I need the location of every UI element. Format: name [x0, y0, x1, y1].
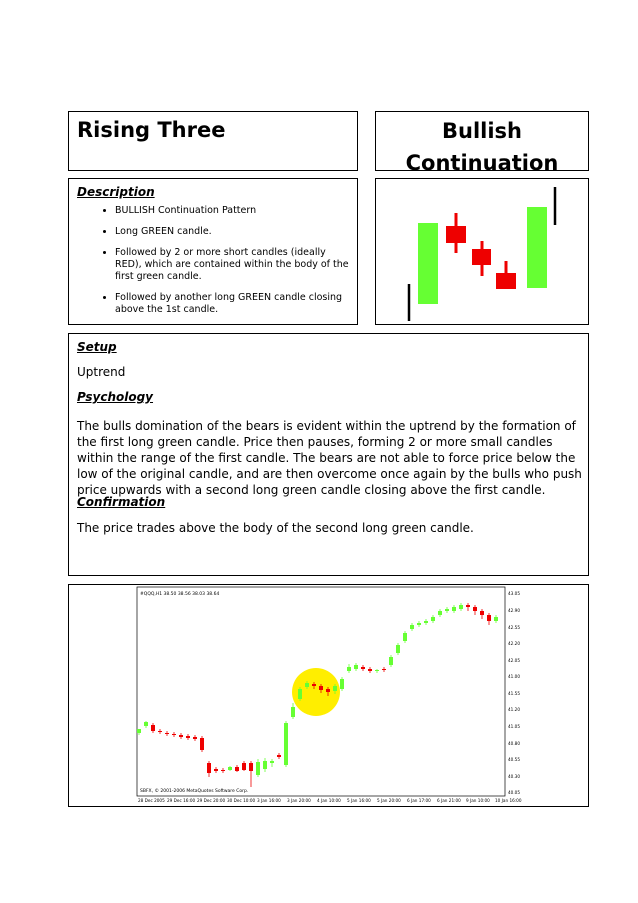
- chart-candle: [382, 669, 386, 670]
- chart-candle: [277, 755, 281, 757]
- x-label: 28 Dec 2005: [138, 798, 165, 803]
- chart-candle: [368, 669, 372, 671]
- chart-candle: [319, 686, 323, 690]
- pattern-title: Rising Three: [77, 118, 226, 142]
- first-green-candle: [418, 223, 438, 304]
- chart-candle: [403, 633, 407, 641]
- chart-candle: [291, 707, 295, 717]
- chart-candle: [165, 733, 169, 734]
- chart-candle: [445, 609, 449, 611]
- chart-candle: [158, 731, 162, 732]
- red-candle-1: [446, 226, 466, 243]
- chart-candle: [340, 679, 344, 689]
- red-candle-3: [496, 273, 516, 289]
- chart-candle: [347, 667, 351, 671]
- y-label: 41.00: [508, 674, 520, 679]
- description-heading: Description: [77, 185, 155, 199]
- chart-candle: [389, 657, 393, 665]
- x-label: 6 Jan 17:00: [407, 798, 431, 803]
- chart-candle: [326, 689, 330, 692]
- chart-copyright: SBFX, © 2001-2006 MetaQuotes Software Corp.: [140, 789, 249, 794]
- chart-candle: [200, 738, 204, 750]
- pattern-illustration: [376, 179, 588, 324]
- chart-candle: [151, 725, 155, 731]
- description-item: • BULLISH Continuation Pattern: [115, 205, 355, 217]
- red-candle-2: [472, 249, 491, 265]
- x-label: 5 Jan 16:00: [347, 798, 371, 803]
- chart-candle: [207, 763, 211, 773]
- y-label: 41.55: [508, 691, 520, 696]
- psychology-heading: Psychology: [77, 390, 154, 404]
- chart-candle: [452, 607, 456, 611]
- setup-heading: Setup: [77, 340, 117, 354]
- chart-candle: [298, 689, 302, 699]
- chart-candle: [179, 735, 183, 737]
- chart-candle: [333, 686, 337, 691]
- chart-candle: [284, 723, 288, 765]
- y-label: 41.05: [508, 724, 520, 729]
- chart-symbol-label: #QQQ,H1 38.50 38.56 38.03 38.64: [140, 592, 220, 597]
- pattern-type-box: [375, 111, 589, 175]
- x-label: 4 Jan 10:00: [317, 798, 341, 803]
- chart-candle: [312, 684, 316, 686]
- chart-candle: [354, 665, 358, 669]
- y-label: 42.55: [508, 625, 520, 630]
- chart-candle: [172, 734, 176, 735]
- chart-candle: [438, 611, 442, 615]
- chart-candle: [375, 670, 379, 671]
- example-chart-box: [68, 584, 589, 807]
- x-label: 10 Jan 16:00: [495, 798, 522, 803]
- x-label: 29 Dec 20:00: [197, 798, 226, 803]
- confirmation-heading: Confirmation: [77, 495, 166, 509]
- pattern-title-box: [68, 111, 358, 171]
- psychology-text: The bulls domination of the bears is evident within the uptrend by the formation of the first long green candle. Price then pauses, forming 2 or more small candles within the range of the first candle. The bears are not able to force price below the low of the original candle, and are then overcome once again by the bulls who push price upwards with a second long green candle closing above the first candle.: [77, 419, 582, 497]
- chart-candle: [410, 625, 414, 629]
- description-item: • Followed by another long GREEN candle closing above the 1st candle.: [115, 292, 355, 316]
- details-box: [68, 333, 589, 576]
- x-label: 9 Jan 10:00: [466, 798, 490, 803]
- x-label: 3 Jan 20:00: [287, 798, 311, 803]
- y-label: 40.80: [508, 741, 520, 746]
- chart-candle: [431, 617, 435, 621]
- chart-candle: [186, 736, 190, 738]
- chart-candle: [249, 763, 253, 771]
- y-label: 40.55: [508, 757, 520, 762]
- chart-candle: [466, 605, 470, 607]
- description-box: [68, 178, 358, 325]
- chart-candle: [137, 729, 141, 733]
- x-label: 29 Dec 16:00: [167, 798, 196, 803]
- y-label: 42.05: [508, 658, 520, 663]
- chart-y-axis: [508, 591, 520, 795]
- chart-candle: [494, 617, 498, 621]
- setup-text: Uptrend: [77, 365, 126, 379]
- chart-candle: [235, 767, 239, 771]
- chart-candle: [480, 611, 484, 615]
- chart-candle: [459, 605, 463, 609]
- x-label: 3 Jan 16:00: [257, 798, 281, 803]
- description-list: [69, 205, 355, 325]
- y-label: 42.20: [508, 641, 520, 646]
- chart-candle: [417, 623, 421, 625]
- chart-candle: [256, 762, 260, 775]
- y-label: 40.30: [508, 774, 520, 779]
- chart-candle: [270, 761, 274, 763]
- chart-candle: [193, 737, 197, 739]
- chart-candle: [487, 615, 491, 621]
- chart-candle: [221, 770, 225, 771]
- price-chart: [69, 585, 588, 806]
- chart-candle: [473, 607, 477, 611]
- chart-candle: [396, 645, 400, 653]
- chart-candle: [305, 683, 309, 687]
- y-label: 41.20: [508, 707, 520, 712]
- x-label: 30 Dec 10:00: [227, 798, 256, 803]
- y-label: 40.05: [508, 790, 520, 795]
- chart-candle: [361, 667, 365, 669]
- pattern-illustration-box: [375, 178, 589, 325]
- second-green-candle: [527, 207, 547, 288]
- chart-candle: [424, 621, 428, 623]
- x-label: 5 Jan 20:00: [377, 798, 401, 803]
- chart-candle: [263, 761, 267, 769]
- pattern-type-line2: Continuation: [405, 151, 559, 175]
- confirmation-text: The price trades above the body of the second long green candle.: [77, 521, 474, 535]
- description-item: • Long GREEN candle.: [115, 226, 355, 238]
- description-item: • Followed by 2 or more short candles (ideally RED), which are contained within the body of the first green candle.: [115, 247, 355, 283]
- y-label: 42.90: [508, 608, 520, 613]
- chart-candle: [214, 769, 218, 771]
- pattern-type-line1: Bullish: [441, 119, 522, 143]
- chart-candle: [144, 722, 148, 726]
- chart-x-axis: [138, 798, 522, 803]
- y-label: 43.05: [508, 591, 520, 596]
- chart-candle: [242, 763, 246, 770]
- x-label: 6 Jan 21:00: [437, 798, 461, 803]
- chart-candle: [228, 767, 232, 770]
